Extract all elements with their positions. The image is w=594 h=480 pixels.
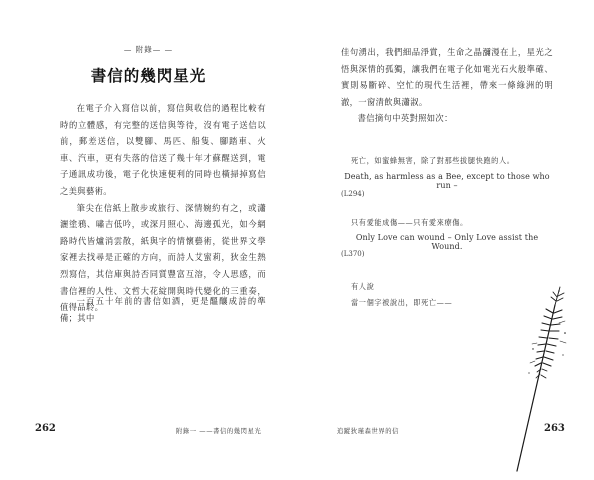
running-head-left: 附錄一 ——書信的幾閃星光 xyxy=(176,428,262,435)
page-number-right: 263 xyxy=(544,423,565,434)
paragraph: 書信摘句中英對照如次： xyxy=(357,113,453,124)
right-page xyxy=(297,0,594,480)
paragraph: 在電子介入寫信以前，寫信與收信的過程比較有時的立體感，有完整的送信與等待，沒有電子送信以前，郵差送信，以雙腳、馬匹、船隻、腳踏車、火車、汽車，更有失落的信送了幾十年才蘇醒送到，電子通訊成功後，電子化快速便利的同時也橫掃掉寫信之美與藝術。 xyxy=(60,103,266,196)
page-number-left: 262 xyxy=(35,423,56,434)
quote-chinese: 只有愛能成傷——只有愛來療傷。 xyxy=(351,218,468,227)
quote-english: Death, as harmless as a Bee, except to those who run – xyxy=(344,172,550,190)
feather-pen-icon xyxy=(515,283,575,473)
poem-line: 當一個字被說出，即死亡—— xyxy=(351,298,453,307)
section-label: — 附錄— — xyxy=(123,45,174,54)
paragraph: 一百五十年前的書信如酒，更是醞釀成詩的準備；其中 xyxy=(60,296,266,323)
paragraph: 筆尖在信紙上散步或旅行、深情婉約有之，或瀟灑塗鴉、嘯吉低吟，或深月照心、海邊孤光，如今網路時代皆爐消雲散，紙與字的情懷藝術，從世界文學家裡去找尋是正確的方向，而詩人艾蜜莉，狄金生熱烈寫信，其信庫與詩否同質豐富互溶，令人思感，而書信裡的人性、文哲大花綻開與時代變化的三重奏，值得品聆。 xyxy=(60,202,266,313)
left-last-paragraph xyxy=(60,293,266,326)
chapter-title: 書信的幾閃星光 xyxy=(90,66,207,85)
quote-reference: (L294) xyxy=(341,190,365,198)
paragraph: 佳句湧出，我們細品淨賞，生命之晶瀰漫在上，星光之悟與深情的孤獨，讓我們在電子化如電光石火般準確、實則易斷碎、空忙的現代生活裡，帶來一條綠洲的明澈，一窗清飲與瀟淑。 xyxy=(341,47,553,107)
quote-english: Only Love can wound – Only Love assist the Wound. xyxy=(355,233,539,251)
right-body-text xyxy=(341,44,553,127)
poem-line: 有人說 xyxy=(351,282,375,291)
running-head-right: 追蹤狄瑾森世界的信 xyxy=(337,428,400,435)
quote-reference: (L370) xyxy=(341,250,365,258)
left-body-text xyxy=(60,100,266,316)
quote-chinese: 死亡，如蜜蜂無害，除了對那些拔腿快跑的人。 xyxy=(351,156,515,165)
